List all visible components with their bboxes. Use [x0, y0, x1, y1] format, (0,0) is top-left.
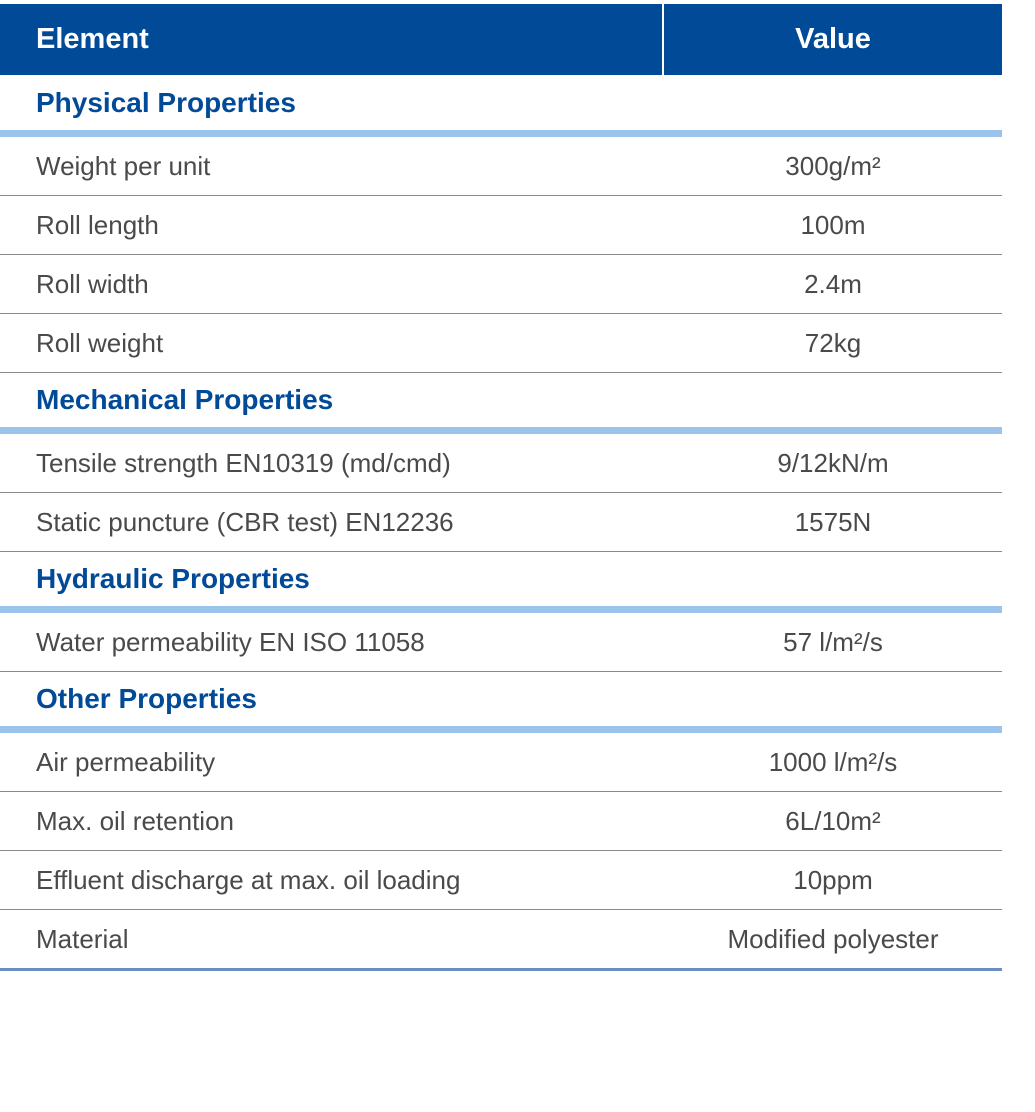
row-value: 9/12kN/m — [777, 447, 889, 478]
header-value: Value — [795, 23, 871, 55]
row-value: 2.4m — [804, 268, 862, 299]
table-row — [0, 851, 1002, 910]
table-row — [0, 910, 1002, 971]
row-label: Roll weight — [36, 327, 164, 358]
row-label: Air permeability — [36, 746, 216, 777]
section-title-mechanical: Mechanical Properties — [0, 373, 1002, 434]
row-label: Max. oil retention — [36, 805, 234, 836]
table-row — [0, 314, 1002, 373]
table-row — [0, 613, 1002, 672]
row-value: 1575N — [794, 506, 872, 537]
row-label: Weight per unit — [36, 150, 211, 181]
row-label: Material — [36, 923, 129, 954]
row-label: Roll length — [36, 209, 159, 240]
section-title-hydraulic: Hydraulic Properties — [0, 552, 1002, 613]
row-value: 6L/10m² — [785, 805, 881, 836]
row-label: Water permeability EN ISO 11058 — [36, 626, 425, 657]
row-label: Roll width — [36, 268, 149, 299]
table-row — [0, 137, 1002, 196]
table-row — [0, 196, 1002, 255]
table-row — [0, 434, 1002, 493]
row-value: 57 l/m²/s — [783, 626, 883, 657]
table-row — [0, 255, 1002, 314]
row-value: Modified polyester — [727, 923, 939, 954]
row-value: 10ppm — [793, 864, 873, 895]
row-label: Static puncture (CBR test) EN12236 — [36, 506, 454, 537]
header-element: Element — [0, 4, 664, 75]
section-title-physical: Physical Properties — [0, 75, 1002, 137]
table-header — [0, 4, 1002, 75]
table-row — [0, 493, 1002, 552]
table-row — [0, 792, 1002, 851]
row-value: 300g/m² — [785, 150, 881, 181]
row-label: Effluent discharge at max. oil loading — [36, 864, 461, 895]
spec-table — [0, 4, 1002, 971]
row-value: 72kg — [804, 327, 862, 358]
table-row — [0, 733, 1002, 792]
row-label: Tensile strength EN10319 (md/cmd) — [36, 447, 451, 478]
row-value: 100m — [800, 209, 866, 240]
section-title-other: Other Properties — [0, 672, 1002, 733]
row-value: 1000 l/m²/s — [768, 746, 898, 777]
